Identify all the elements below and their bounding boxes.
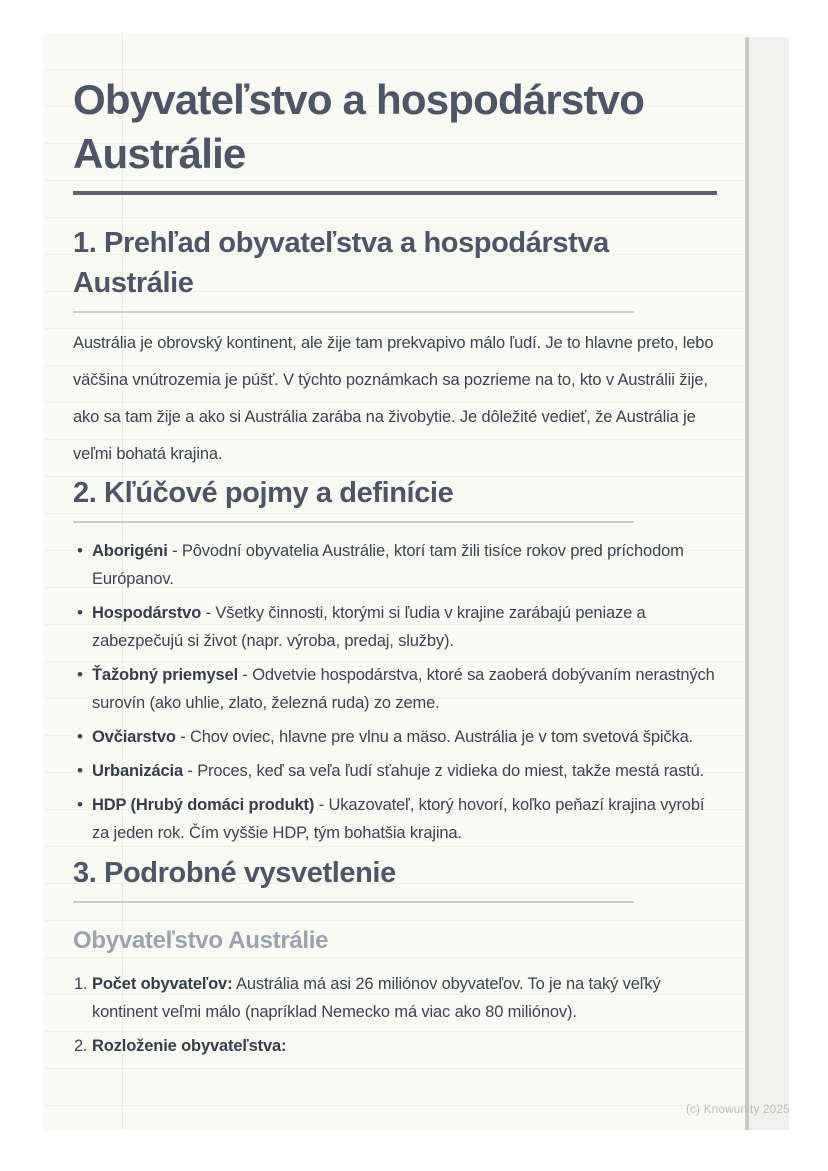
term-definition: Ukazovateľ, ktorý hovorí, koľko peňazí krajina vyrobí za jeden rok. Čím vyššie HDP, tým bohatšia krajina. <box>92 796 705 842</box>
document-page <box>43 33 745 1130</box>
section-detailed-explanation <box>73 853 717 1060</box>
copyright-watermark: (c) Knowunity 2025 <box>686 1104 790 1116</box>
term-name: Urbanizácia <box>92 762 183 780</box>
term-item <box>73 723 717 751</box>
section-2-divider <box>73 521 634 523</box>
term-list <box>73 537 717 847</box>
fact-label: Rozloženie obyvateľstva: <box>92 1037 287 1055</box>
term-definition: Chov oviec, hlavne pre vlnu a mäso. Austrália je v tom svetová špička. <box>190 728 694 746</box>
term-item <box>73 661 717 717</box>
term-name: Hospodárstvo <box>92 604 202 622</box>
term-definition: Pôvodní obyvatelia Austrálie, ktorí tam žili tisíce rokov pred príchodom Európanov. <box>92 542 684 588</box>
term-definition: Proces, keď sa veľa ľudí sťahuje z vidieka do miest, takže mestá rastú. <box>197 762 705 780</box>
term-definition: Všetky činnosti, ktorými si ľudia v krajine zarábajú peniaze a zabezpečujú si život (napr. výroba, predaj, služby). <box>92 604 646 650</box>
section-3-heading: 3. Podrobné vysvetlenie <box>73 857 396 889</box>
term-separator: - <box>314 796 329 814</box>
section-key-terms <box>73 473 717 847</box>
title-divider <box>73 191 717 195</box>
term-name: Aborigéni <box>92 542 168 560</box>
section-3-divider <box>73 901 634 903</box>
term-separator: - <box>167 542 182 560</box>
term-definition: Odvetvie hospodárstva, ktoré sa zaoberá dobývaním nerastných surovín (ako uhlie, zlato, železná ruda) zo zeme. <box>92 666 715 712</box>
subsection-heading: Obyvateľstvo Austrálie <box>73 927 329 954</box>
term-name: Ťažobný priemysel <box>92 666 238 684</box>
fact-text: Austrália má asi 26 miliónov obyvateľov. To je na taký veľký kontinent veľmi málo (napríklad Nemecko má viac ako 80 miliónov). <box>92 975 661 1021</box>
term-item <box>73 757 717 785</box>
section-1-heading: 1. Prehľad obyvateľstva a hospodárstva Austrálie <box>73 227 609 299</box>
term-separator: - <box>175 728 191 746</box>
term-item <box>73 537 717 593</box>
term-name: Ovčiarstvo <box>92 728 176 746</box>
numbered-fact-list <box>73 970 717 1060</box>
page-edge-strip <box>745 37 789 1130</box>
fact-label: Počet obyvateľov: <box>92 975 233 993</box>
document-title: Obyvateľstvo a hospodárstvo Austrálie <box>73 76 645 177</box>
term-separator: - <box>182 762 198 780</box>
section-1-divider <box>73 311 634 313</box>
fact-item <box>73 970 717 1026</box>
term-item <box>73 791 717 847</box>
section-overview <box>73 223 717 473</box>
section-2-heading: 2. Kľúčové pojmy a definície <box>73 477 454 509</box>
section-1-paragraph: Austrália je obrovský kontinent, ale žije tam prekvapivo málo ľudí. Je to hlavne preto, lebo väčšina vnútrozemia je púšť. V týchto poznámkach sa pozrieme na to, kto v Austrálii žije, ako sa tam žije a ako si Austrália zarába na živobytie. Je dôležité vedieť, že Austrália je veľmi bohatá krajina. <box>73 334 714 463</box>
term-item <box>73 599 717 655</box>
document-content <box>43 33 745 1060</box>
fact-item <box>73 1032 717 1060</box>
term-separator: - <box>238 666 253 684</box>
term-name: HDP (Hrubý domáci produkt) <box>92 796 315 814</box>
term-separator: - <box>201 604 216 622</box>
